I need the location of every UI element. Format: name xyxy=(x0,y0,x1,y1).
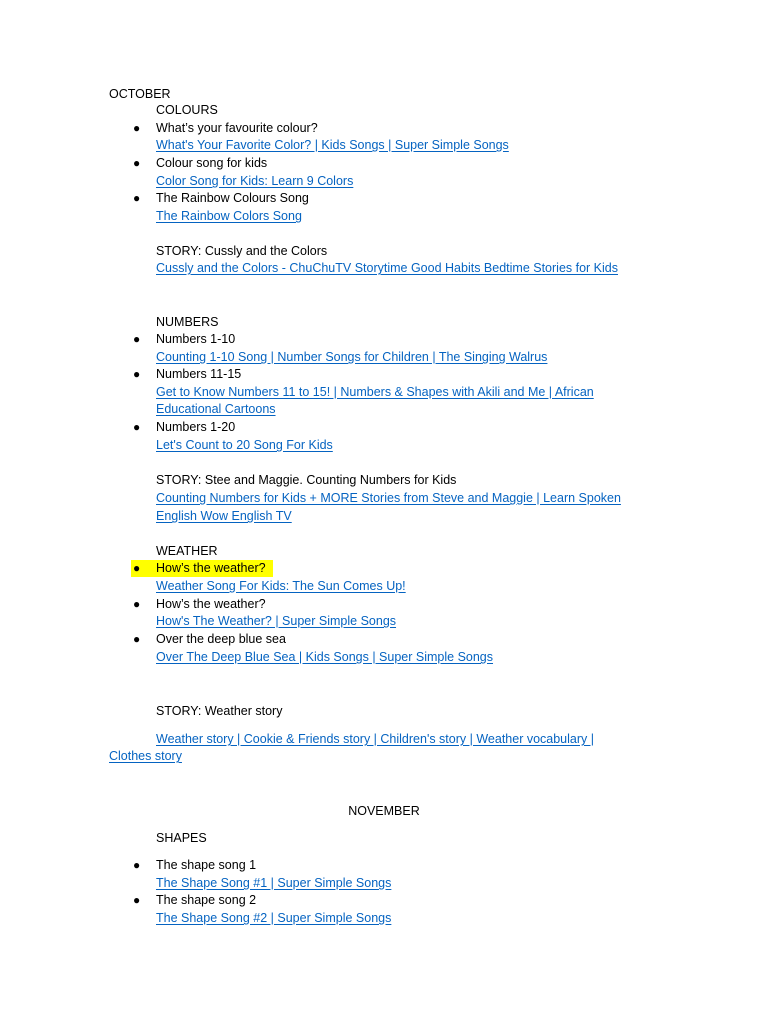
story-link[interactable]: Weather story | Cookie & Friends story | Children's story | Weather vocabulary | xyxy=(156,732,594,746)
bullet: ● xyxy=(133,561,141,575)
video-link[interactable]: Over The Deep Blue Sea | Kids Songs | Super Simple Songs xyxy=(156,650,494,664)
story-link[interactable]: English Wow English TV xyxy=(156,509,292,523)
month-heading-october: OCTOBER xyxy=(109,87,171,101)
video-link[interactable]: How's The Weather? | Super Simple Songs xyxy=(156,614,397,628)
video-link[interactable]: Color Song for Kids: Learn 9 Colors xyxy=(156,174,354,188)
story-title: STORY: Cussly and the Colors xyxy=(156,244,328,258)
section-heading-weather: WEATHER xyxy=(156,544,218,558)
video-link[interactable]: Weather Song For Kids: The Sun Comes Up! xyxy=(156,579,406,593)
section-heading-numbers: NUMBERS xyxy=(156,315,219,329)
video-link[interactable]: Get to Know Numbers 11 to 15! | Numbers & Shapes with Akili and Me | African xyxy=(156,385,594,399)
item-title: What’s your favourite colour? xyxy=(156,121,318,135)
item-title: Numbers 1-20 xyxy=(156,420,236,434)
section-heading-shapes: SHAPES xyxy=(156,831,207,845)
video-link[interactable]: The Shape Song #1 | Super Simple Songs xyxy=(156,876,392,890)
video-link[interactable]: Counting 1-10 Song | Number Songs for Children | The Singing Walrus xyxy=(156,350,548,364)
story-link[interactable]: Clothes story xyxy=(109,749,182,763)
item-title: The Rainbow Colours Song xyxy=(156,191,309,205)
item-title-highlighted: How’s the weather? xyxy=(156,561,266,575)
bullet: ● xyxy=(133,858,141,872)
item-title: The shape song 1 xyxy=(156,858,257,872)
bullet: ● xyxy=(133,597,141,611)
bullet: ● xyxy=(133,191,141,205)
month-heading-november: NOVEMBER xyxy=(348,804,420,818)
bullet: ● xyxy=(133,332,141,346)
video-link[interactable]: The Rainbow Colors Song xyxy=(156,209,302,223)
video-link[interactable]: The Shape Song #2 | Super Simple Songs xyxy=(156,911,392,925)
video-link[interactable]: Let's Count to 20 Song For Kids xyxy=(156,438,333,452)
bullet: ● xyxy=(133,121,141,135)
story-link[interactable]: Counting Numbers for Kids + MORE Stories from Steve and Maggie | Learn Spoken xyxy=(156,491,621,505)
item-title: Over the deep blue sea xyxy=(156,632,286,646)
bullet: ● xyxy=(133,367,141,381)
story-title: STORY: Weather story xyxy=(156,704,283,718)
bullet: ● xyxy=(133,893,141,907)
item-title: The shape song 2 xyxy=(156,893,257,907)
item-title: Colour song for kids xyxy=(156,156,268,170)
bullet: ● xyxy=(133,420,141,434)
section-heading-colours: COLOURS xyxy=(156,103,218,117)
bullet: ● xyxy=(133,156,141,170)
video-link[interactable]: What's Your Favorite Color? | Kids Songs | Super Simple Songs xyxy=(156,138,509,152)
item-title: Numbers 1-10 xyxy=(156,332,236,346)
story-link[interactable]: Cussly and the Colors - ChuChuTV Storytime Good Habits Bedtime Stories for Kids xyxy=(156,261,618,275)
video-link[interactable]: Educational Cartoons xyxy=(156,402,276,416)
item-title: How’s the weather? xyxy=(156,597,266,611)
story-title: STORY: Stee and Maggie. Counting Numbers for Kids xyxy=(156,473,457,487)
bullet: ● xyxy=(133,632,141,646)
item-title: Numbers 11-15 xyxy=(156,367,242,381)
